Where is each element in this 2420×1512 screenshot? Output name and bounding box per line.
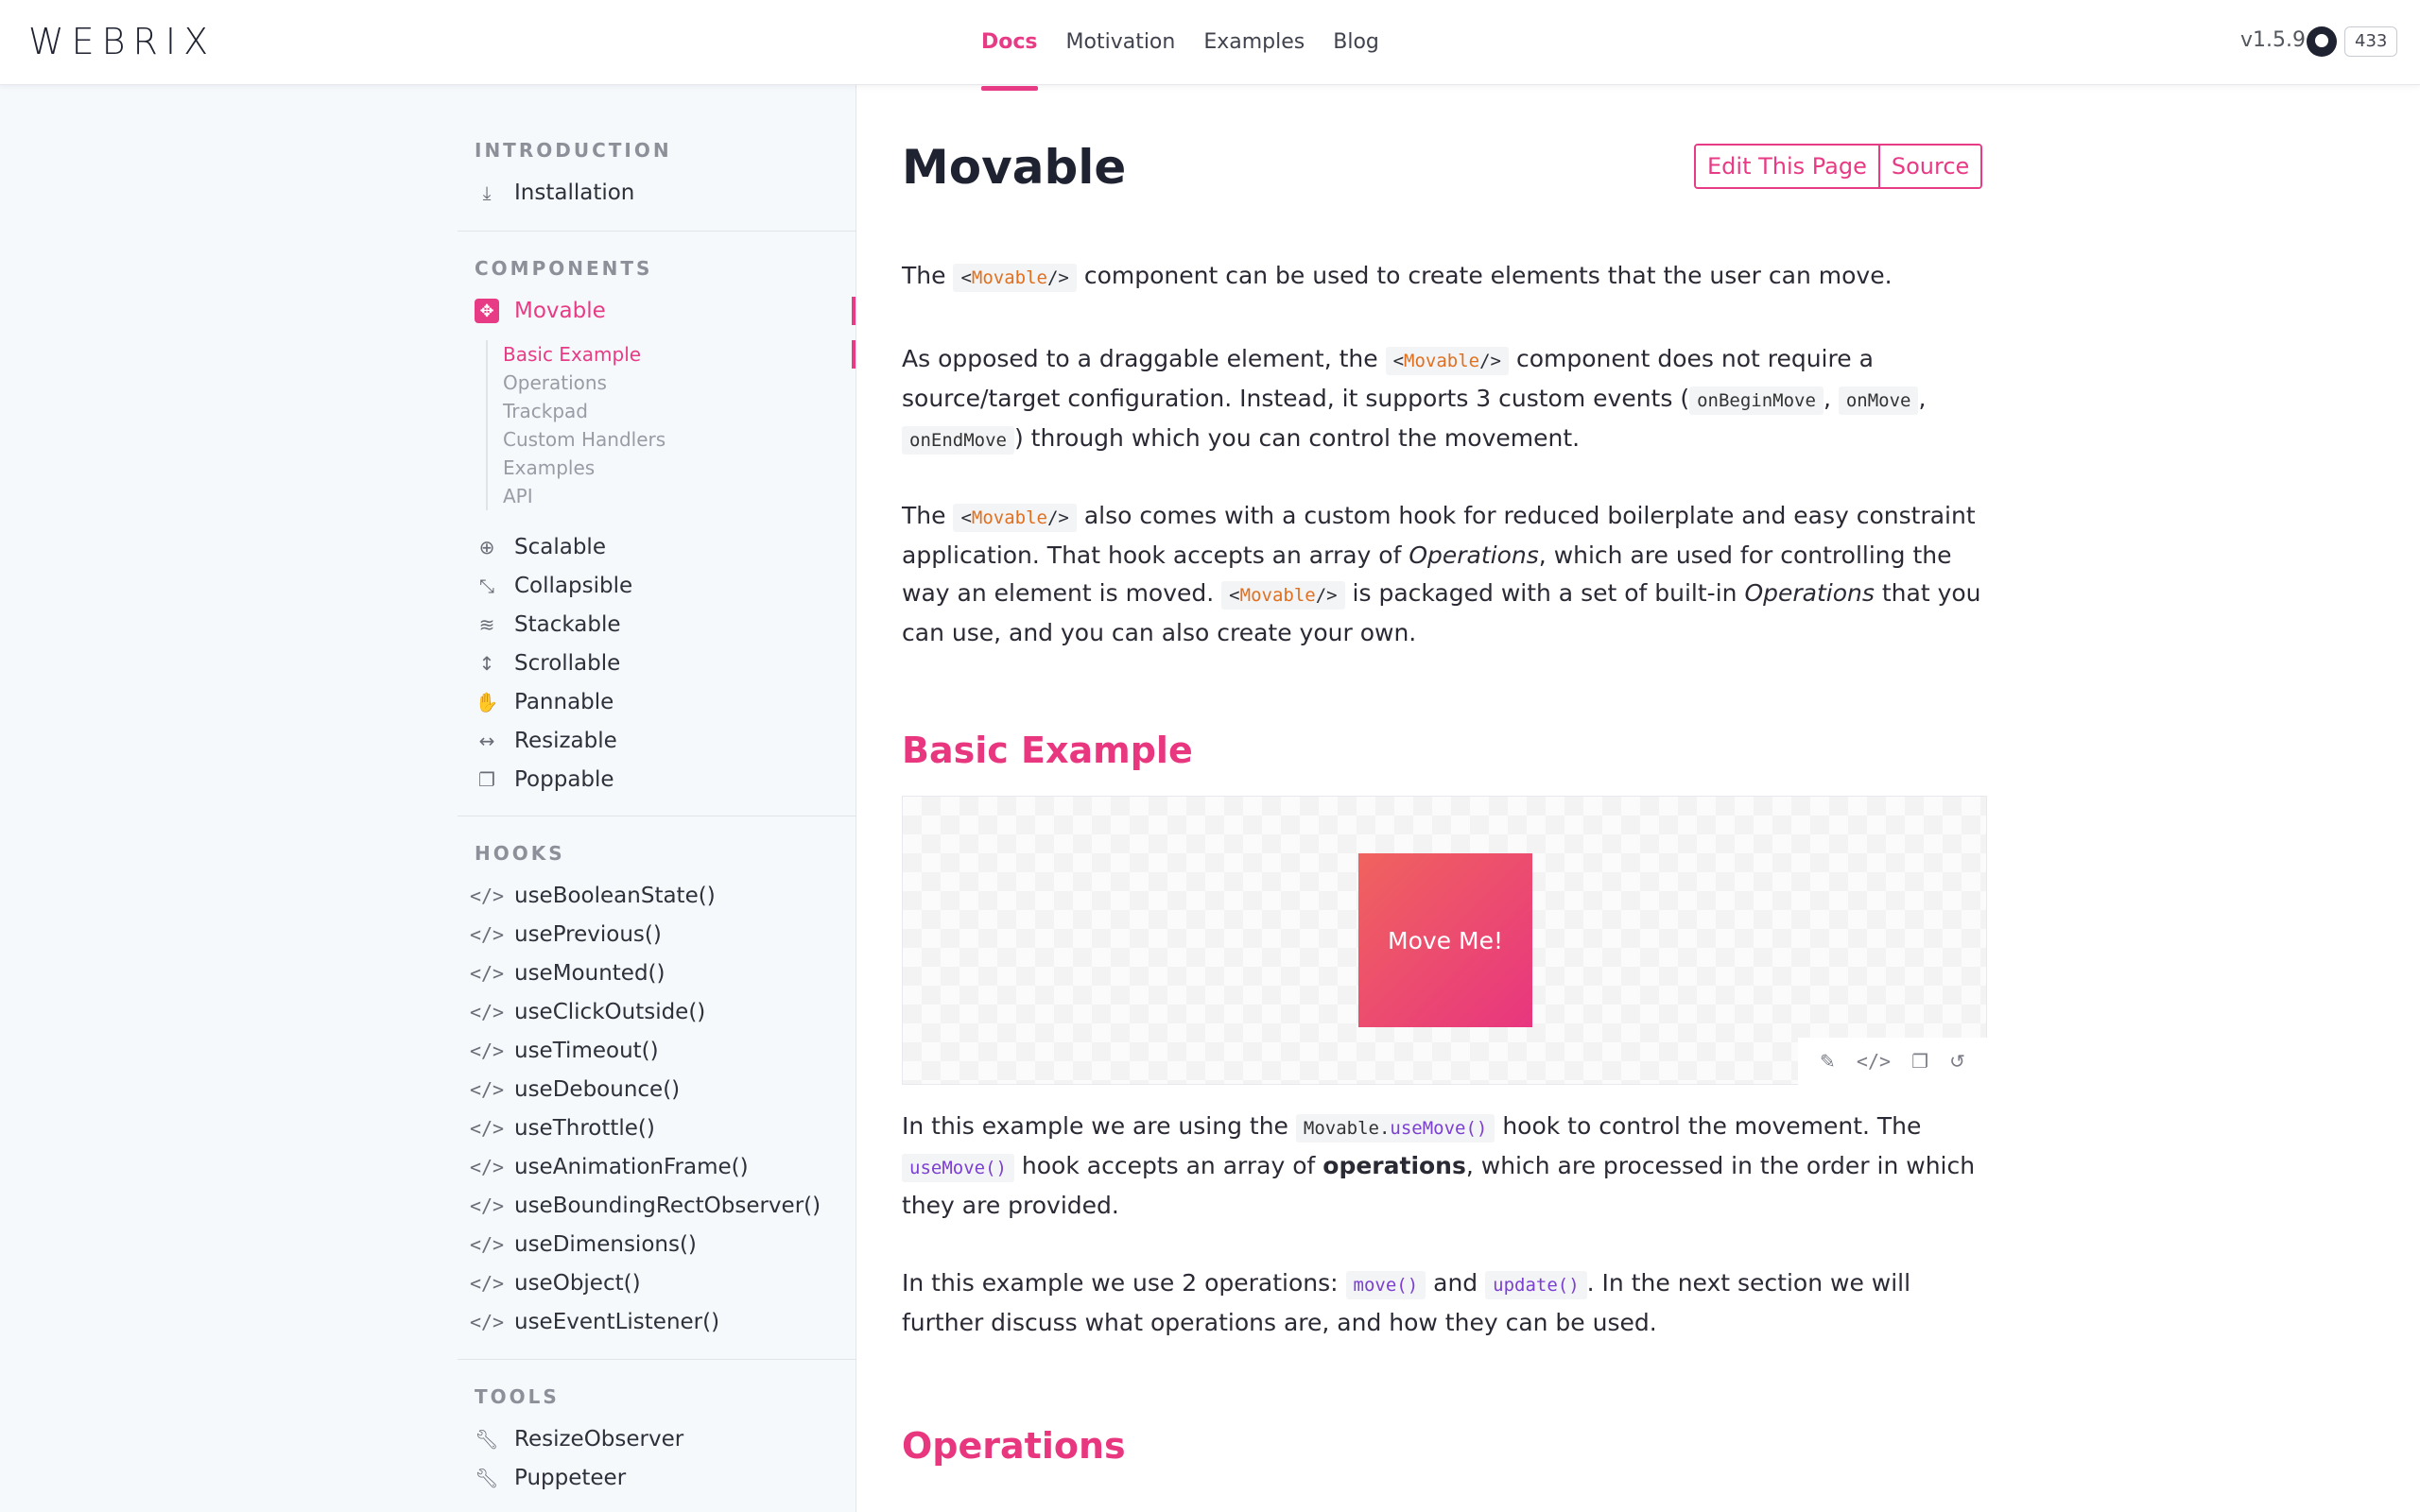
sidebar-item-label: useBoundingRectObserver(): [514, 1194, 821, 1218]
event-code: onMove: [1839, 387, 1919, 415]
sidebar-divider: [458, 1359, 856, 1360]
sidebar: [458, 85, 856, 1512]
sidebar-item-hook[interactable]: [469, 956, 666, 990]
sidebar-item-label: Poppable: [514, 767, 614, 792]
sidebar-item-label: Pannable: [514, 690, 614, 714]
movable-tag-code: <Movable/>: [953, 264, 1076, 292]
wrench-icon: 🔧︎: [475, 1428, 499, 1451]
code-icon: </>: [469, 962, 505, 985]
sidebar-item-poppable[interactable]: [475, 763, 614, 797]
sidebar-item-hook[interactable]: [469, 1228, 697, 1262]
subnav-basic-example[interactable]: Basic Example: [503, 343, 642, 366]
sidebar-item-stackable[interactable]: [475, 608, 621, 642]
sidebar-item-collapsible[interactable]: [475, 569, 632, 603]
page-title: Movable: [902, 140, 1127, 195]
section-title-tools: TOOLS: [475, 1385, 560, 1408]
wrench-icon: 🔧︎: [475, 1467, 499, 1489]
sidebar-item-resizable[interactable]: [475, 724, 617, 758]
nav-blog[interactable]: Blog: [1333, 30, 1379, 54]
code-icon: </>: [469, 1194, 505, 1217]
edit-page-button[interactable]: Edit This Page: [1696, 146, 1878, 187]
nav-docs[interactable]: Docs: [981, 0, 1038, 85]
vertical-arrows-icon: ↕: [478, 652, 495, 675]
sidebar-item-hook[interactable]: [469, 1111, 655, 1145]
code-icon: </>: [469, 1156, 505, 1178]
sidebar-item-label: useBooleanState(): [514, 884, 716, 908]
operation-code: move(): [1346, 1271, 1426, 1299]
section-title-hooks: HOOKS: [475, 842, 565, 865]
code-icon: </>: [469, 1272, 505, 1295]
sidebar-item-label: Scrollable: [514, 651, 621, 676]
webrix-logo[interactable]: WEBRIX: [28, 21, 216, 62]
reset-icon[interactable]: ↺: [1949, 1050, 1965, 1073]
event-code: onEndMove: [902, 426, 1014, 455]
sidebar-item-label: Collapsible: [514, 574, 633, 598]
sidebar-item-scalable[interactable]: [475, 530, 606, 564]
sidebar-item-tool[interactable]: [475, 1422, 683, 1456]
heading-operations: Operations: [902, 1425, 1126, 1467]
movable-tag-code: <Movable/>: [1386, 347, 1509, 375]
event-code: onBeginMove: [1689, 387, 1824, 415]
paragraph-usemove: In this example we are using the Movable.useMove() hook to control the movement. The useMove() hook accepts an array of operations, which are processed in the order in which they are provided.: [902, 1112, 1976, 1219]
sidebar-item-label: useObject(): [514, 1271, 641, 1296]
subnav-trackpad[interactable]: Trackpad: [503, 400, 588, 422]
code-icon: </>: [469, 885, 505, 907]
sidebar-item-hook[interactable]: [469, 1150, 749, 1184]
sidebar-item-hook[interactable]: [469, 1073, 681, 1107]
copy-icon[interactable]: ❐: [1911, 1050, 1929, 1073]
sidebar-item-label: useEventListener(): [514, 1310, 720, 1334]
github-stars-badge[interactable]: 433: [2344, 26, 2397, 57]
sidebar-item-label: ResizeObserver: [514, 1427, 684, 1452]
zoom-icon: ⊕: [478, 536, 495, 558]
movable-subnav: [486, 340, 856, 510]
subnav-operations[interactable]: Operations: [503, 371, 607, 394]
code-icon: </>: [469, 923, 505, 946]
sidebar-item-movable[interactable]: [475, 294, 606, 328]
sidebar-item-label: useDebounce(): [514, 1077, 681, 1102]
section-title-components: COMPONENTS: [475, 257, 653, 280]
sidebar-item-hook[interactable]: [469, 1266, 641, 1300]
sidebar-item-hook[interactable]: [469, 879, 716, 913]
sidebar-item-hook[interactable]: [469, 1189, 821, 1223]
github-icon[interactable]: [2307, 26, 2337, 57]
operation-code: update(): [1485, 1271, 1587, 1299]
paragraph-operations: In this example we use 2 operations: move() and update() . In the next section we will further discuss what operations are, and how they can be used.: [902, 1269, 1911, 1336]
sidebar-item-pannable[interactable]: [475, 685, 614, 719]
paragraph-events: As opposed to a draggable element, the <Movable/> component does not require a source/target configuration. Instead, it supports 3 custom events ( onBeginMove , onMove , onEndMove ) through which you can control the movement.: [902, 340, 1987, 459]
main-nav: [981, 0, 1379, 85]
movable-demo-box[interactable]: Move Me!: [1358, 853, 1532, 1027]
layers-icon: ≋: [478, 613, 495, 636]
clone-icon: ❐: [478, 768, 495, 791]
paragraph-intro: The <Movable/> component can be used to create elements that the user can move.: [902, 257, 1987, 297]
page-actions: [1694, 144, 1982, 189]
code-icon: </>: [469, 1078, 505, 1101]
sidebar-item-label: Resizable: [514, 729, 617, 753]
download-icon: ⤓: [482, 181, 492, 204]
movable-tag-code: <Movable/>: [1221, 581, 1344, 610]
sidebar-item-label: Scalable: [514, 535, 606, 559]
sidebar-item-label: useAnimationFrame(): [514, 1155, 749, 1179]
code-icon: </>: [469, 1117, 505, 1140]
nav-examples[interactable]: Examples: [1203, 30, 1305, 54]
sidebar-item-label: Movable: [514, 299, 606, 323]
sidebar-item-label: useDimensions(): [514, 1232, 697, 1257]
code-icon: </>: [469, 1001, 505, 1023]
sidebar-item-label: useTimeout(): [514, 1039, 659, 1063]
sidebar-item-installation[interactable]: [475, 176, 634, 210]
sidebar-item-hook[interactable]: [469, 1034, 659, 1068]
sidebar-item-label: usePrevious(): [514, 922, 662, 947]
top-bar: [0, 0, 2420, 85]
sidebar-item-label: useThrottle(): [514, 1116, 655, 1141]
section-title-introduction: INTRODUCTION: [475, 139, 672, 162]
code-icon[interactable]: </>: [1856, 1050, 1892, 1073]
sidebar-item-label: useClickOutside(): [514, 1000, 706, 1024]
code-icon: </>: [469, 1233, 505, 1256]
sidebar-item-hook[interactable]: [469, 1305, 720, 1339]
hand-icon: ✋: [475, 691, 499, 713]
pencil-icon[interactable]: ✎: [1820, 1050, 1836, 1073]
subnav-custom-handlers[interactable]: Custom Handlers: [503, 428, 666, 451]
move-icon: ✥: [475, 299, 499, 323]
active-indicator: [852, 297, 856, 325]
sidebar-item-hook[interactable]: [469, 918, 662, 952]
movable-tag-code: <Movable/>: [953, 504, 1076, 532]
sidebar-item-label: Puppeteer: [514, 1466, 627, 1490]
paragraph-hook: The <Movable/> also comes with a custom hook for reduced boilerplate and easy constraint application. That hook accepts an array of Operations, which are used for controlling the way an element is moved. <Movable/> is packaged with a set of built-in Operations that you can use, and you can also create your own.: [902, 502, 1981, 646]
version-label: v1.5.9: [2240, 28, 2306, 52]
subnav-examples[interactable]: Examples: [503, 456, 596, 479]
collapse-icon: ⤡: [479, 575, 494, 597]
sidebar-item-tool[interactable]: [475, 1461, 626, 1495]
code-icon: </>: [469, 1040, 505, 1062]
source-button[interactable]: Source: [1878, 146, 1980, 187]
hook-code: Movable.useMove(): [1296, 1114, 1495, 1143]
nav-motivation[interactable]: Motivation: [1065, 30, 1176, 54]
sidebar-item-label: useMounted(): [514, 961, 666, 986]
sidebar-divider: [458, 231, 856, 232]
sidebar-item-scrollable[interactable]: [475, 646, 620, 680]
sidebar-item-label: Stackable: [514, 612, 621, 637]
subnav-api[interactable]: API: [503, 485, 533, 507]
sidebar-item-hook[interactable]: [469, 995, 706, 1029]
hook-code: useMove(): [902, 1154, 1014, 1182]
demo-toolbar: [1798, 1038, 1987, 1085]
heading-basic-example: Basic Example: [902, 730, 1193, 771]
sidebar-item-label: Installation: [514, 180, 635, 205]
horizontal-arrows-icon: ↔: [478, 730, 495, 752]
code-icon: </>: [469, 1311, 505, 1333]
